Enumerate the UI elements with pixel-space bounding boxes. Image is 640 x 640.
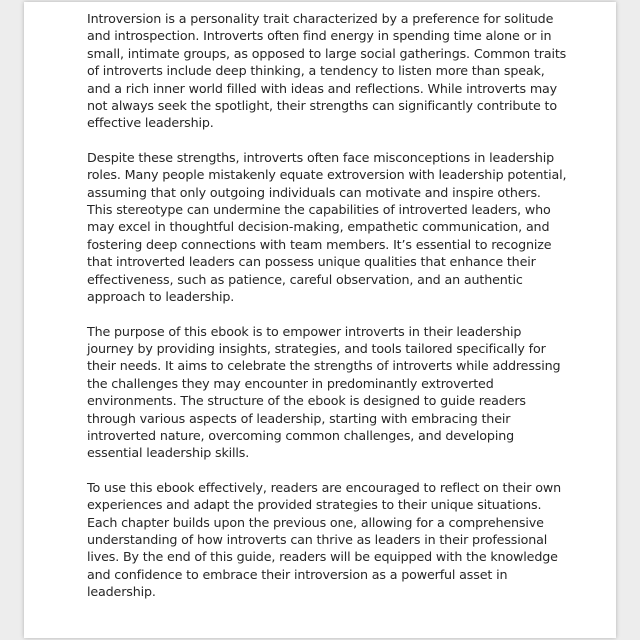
paragraph-misconceptions: Despite these strengths, introverts often face misconceptions in leadership roles. Many people mistakenly equate extroversion with leadership potential, assuming that only outgoing individuals can motivate and inspire others. This stereotype can undermine the capabilities of introverted leaders, who may excel in thoughtful decision-making, empathetic communication, and fostering deep connections with team members. It’s essential to recognize that introverted leaders can possess unique qualities that enhance their effectiveness, such as patience, careful observation, and an authentic approach to leadership.	[87, 149, 567, 305]
paragraph-how-to-use: To use this ebook effectively, readers are encouraged to reflect on their own experiences and adapt the provided strategies to their unique situations. Each chapter builds upon the previous one, allowing for a comprehensive understanding of how introverts can thrive as leaders in their professional lives. By the end of this guide, readers will be equipped with the knowledge and confidence to embrace their introversion as a powerful asset in leadership.	[87, 479, 561, 600]
page-body	[87, 10, 567, 618]
document-page	[24, 2, 616, 638]
paragraph-introversion-definition: Introversion is a personality trait characterized by a preference for solitude and introspection. Introverts often find energy in spending time alone or in small, intimate groups, as opposed to large social gatherings. Common traits of introverts include deep thinking, a tendency to listen more than speak, and a rich inner world filled with ideas and reflections. While introverts may not always seek the spotlight, their strengths can significantly contribute to effective leadership.	[87, 11, 567, 131]
paragraph-ebook-purpose: The purpose of this ebook is to empower introverts in their leadership journey by providing insights, strategies, and tools tailored specifically for their needs. It aims to celebrate the strengths of introverts while addressing the challenges they may encounter in predominantly extroverted environments. The structure of the ebook is designed to guide readers through various aspects of leadership, starting with embracing their introverted nature, overcoming common challenges, and developing essential leadership skills.	[87, 323, 561, 461]
